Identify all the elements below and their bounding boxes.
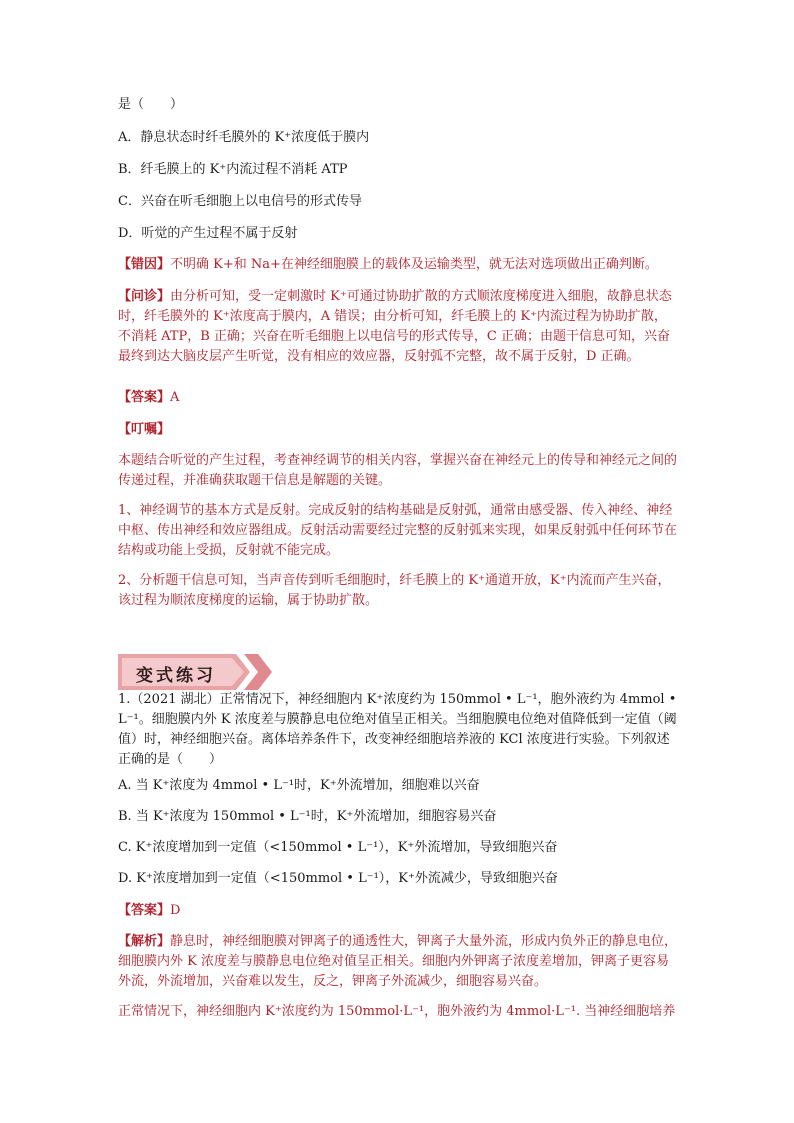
q1-option-c: C．兴奋在听毛细胞上以电信号的形式传导 (118, 194, 362, 209)
section-banner (118, 652, 278, 692)
banner-title: 变式练习 (136, 666, 216, 686)
q2-stem: 1.（2021 湖北）正常情况下，神经细胞内 K⁺浓度约为 150mmol • L⁻¹，胞外液约为 4mmol • L⁻¹。细胞膜内外 K 浓度差与膜静息电位绝对值呈正相关。当细胞膜电位绝对值降低到一定值（阈值）时，神经细胞兴奋。离体培养条件下，改变神经细胞培养液的 KCl 浓度进行实验。下列叙述正确的是（ ） (118, 692, 677, 767)
q2-answer-label: 【答案】 (118, 903, 171, 918)
wenzhen-text: 由分析可知，受一定刺激时 K⁺可通过协助扩散的方式顺浓度梯度进入细胞，故静息状态时，纤毛膜外的 K⁺浓度高于膜内，A 错误；由分析可知，纤毛膜上的 K⁺内流过程为协助扩散，不消耗 ATP，B 正确；兴奋在听毛细胞上以电信号的形式传导，C 正确；由题干信息可知，兴奋最终到达大脑皮层产生听觉，没有相应的效应器，反射弧不完整，故不属于反射，D 正确。 (118, 289, 672, 364)
dingzhu-heading (118, 421, 170, 439)
jiexi-text: 静息时，神经细胞膜对钾离子的通透性大，钾离子大量外流，形成内负外正的静息电位，细胞膜内外 K 浓度差与膜静息电位绝对值呈正相关。细胞内外钾离子浓度差增加，钾离子更容易外流，外流增加，兴奋难以发生，反之，钾离子外流减少，细胞容易兴奋。 (118, 934, 678, 989)
jiexi-label: 【解析】 (118, 934, 171, 949)
cuoyin-label: 【错因】 (118, 257, 171, 272)
cuoyin-block (118, 255, 678, 275)
q1-answer-value: A (170, 390, 180, 405)
q1-option-a: A．静息状态时纤毛膜外的 K⁺浓度低于膜内 (118, 130, 370, 145)
jiexi-block (118, 932, 678, 992)
q2-last-para: 正常情况下，神经细胞内 K⁺浓度约为 150mmol·L⁻¹，胞外液约为 4mmol·L⁻¹. 当神经细胞培养 (118, 1004, 676, 1019)
q2-answer-value: D (170, 903, 181, 918)
q2-option-c: C. K⁺浓度增加到一定值（<150mmol • L⁻¹），K⁺外流增加，导致细胞兴奋 (118, 840, 558, 855)
q2-option-a: A. 当 K⁺浓度为 4mmol • L⁻¹时，K⁺外流增加，细胞难以兴奋 (118, 778, 480, 793)
dingzhu-para-3: 2、分析题干信息可知，当声音传到听毛细胞时，纤毛膜上的 K⁺通道开放，K⁺内流而产生兴奋，该过程为顺浓度梯度的运输，属于协助扩散。 (118, 573, 671, 608)
q1-option-d: D．听觉的产生过程不属于反射 (118, 226, 298, 241)
wenzhen-block (118, 287, 678, 367)
q1-stem-tail: 是（ ） (118, 97, 184, 112)
q2-option-d: D. K⁺浓度增加到一定值（<150mmol • L⁻¹），K⁺外流减少，导致细胞兴奋 (118, 871, 558, 886)
dingzhu-para-1: 本题结合听觉的产生过程，考查神经调节的相关内容，掌握兴奋在神经元上的传导和神经元之间的传递过程，并准确获取题干信息是解题的关键。 (118, 453, 678, 488)
q2-answer (118, 902, 180, 920)
q2-option-b: B. 当 K⁺浓度为 150mmol • L⁻¹时，K⁺外流增加，细胞容易兴奋 (118, 809, 497, 824)
dingzhu-label: 【叮嘱】 (118, 422, 171, 437)
cuoyin-text: 不明确 K+和 Na+在神经细胞膜上的载体及运输类型，就无法对选项做出正确判断。 (170, 257, 658, 272)
q1-answer (118, 389, 179, 407)
q1-option-b: B．纤毛膜上的 K⁺内流过程不消耗 ATP (118, 162, 348, 177)
wenzhen-label: 【问诊】 (118, 289, 171, 304)
dingzhu-para-2: 1、神经调节的基本方式是反射。完成反射的结构基础是反射弧，通常由感受器、传入神经、神经中枢、传出神经和效应器组成。反射活动需要经过完整的反射弧来实现，如果反射弧中任何环节在结构或功能上受损，反射就不能完成。 (118, 503, 678, 558)
q1-answer-label: 【答案】 (118, 390, 171, 405)
